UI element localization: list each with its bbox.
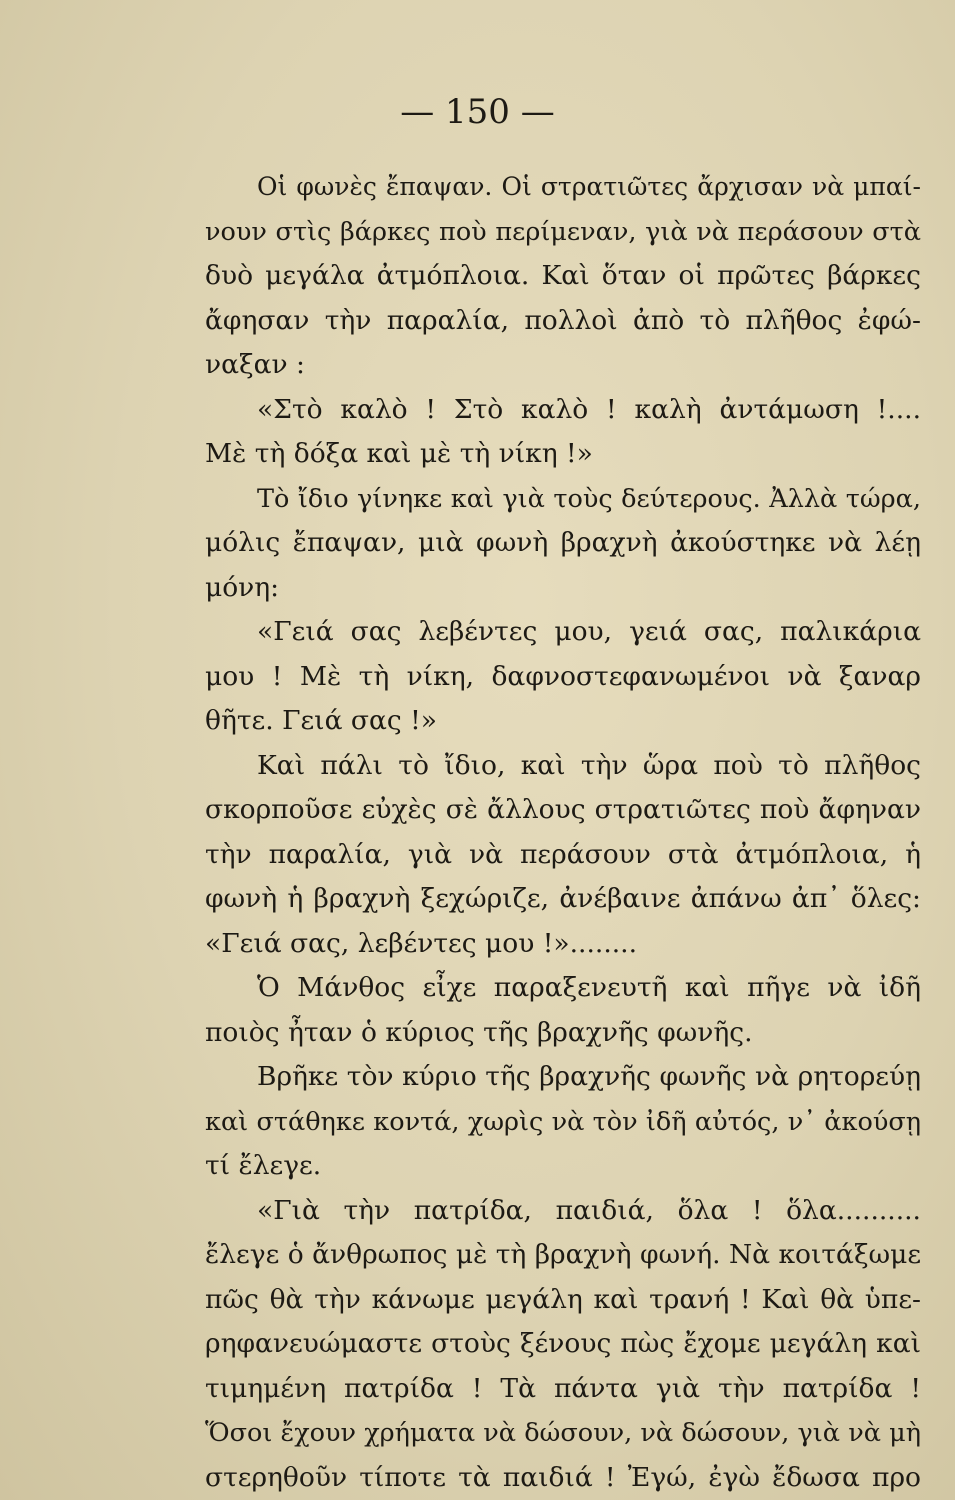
text-line: ποιὸς ἦταν ὁ κύριος τῆς βραχνῆς φωνῆς. — [205, 1016, 753, 1048]
text-line: νουν στὶς βάρκες ποὺ περίμεναν, γιὰ νὰ περάσουν στὰ — [205, 216, 921, 247]
text-line: στερηθοῦν τίποτε τὰ παιδιά ! Ἐγώ, ἐγὼ ἔδωσα προ — [205, 1461, 921, 1493]
text-line: ρηφανευώμαστε στοὺς ξένους πὼς ἔχομε μεγάλη καὶ — [205, 1328, 921, 1359]
text-line: σκορποῦσε εὐχὲς σὲ ἄλλους στρατιῶτες ποὺ ἄφηναν — [205, 794, 921, 825]
text-line: «Γιὰ τὴν πατρίδα, παιδιά, ὅλα ! ὅλα.......... — [257, 1194, 921, 1226]
text-line: Βρῆκε τὸν κύριο τῆς βραχνῆς φωνῆς νὰ ρητορεύῃ — [257, 1061, 921, 1092]
text-line: πῶς θὰ τὴν κάνωμε μεγάλη καὶ τρανή ! Καὶ θὰ ὑπε- — [205, 1283, 921, 1315]
text-line: Ὁ Μάνθος εἶχε παραξενευτῆ καὶ πῆγε νὰ ἰδῆ — [257, 972, 921, 1003]
text-line: μόνη: — [205, 571, 280, 603]
text-line: ἔλεγε ὁ ἄνθρωπος μὲ τὴ βραχνὴ φωνή. Νὰ κοιτάξωμε — [205, 1239, 922, 1270]
text-line: τί ἔλεγε. — [205, 1150, 322, 1181]
text-line: Τὸ ἴδιο γίνηκε καὶ γιὰ τοὺς δεύτερους. Ἀλλὰ τώρα, — [257, 483, 921, 514]
text-line: ἄφησαν τὴν παραλία, πολλοὶ ἀπὸ τὸ πλῆθος ἐφώ- — [205, 304, 921, 336]
body-text — [205, 165, 921, 1500]
text-line: Καὶ πάλι τὸ ἴδιο, καὶ τὴν ὥρα ποὺ τὸ πλῆθος — [257, 749, 921, 781]
text-line: Οἱ φωνὲς ἔπαψαν. Οἱ στρατιῶτες ἄρχισαν νὰ μπαί- — [257, 172, 921, 201]
text-line: φωνὴ ἡ βραχνὴ ξεχώριζε, ἀνέβαινε ἀπάνω ἀπ᾽ ὅλες: — [205, 883, 921, 914]
text-line: Ὅσοι ἔχουν χρήματα νὰ δώσουν, νὰ δώσουν, γιὰ νὰ μὴ — [205, 1418, 921, 1448]
text-line: «Στὸ καλὸ ! Στὸ καλὸ ! καλὴ ἀντάμωση !.... — [257, 393, 921, 425]
text-line: δυὸ μεγάλα ἀτμόπλοια. Καὶ ὅταν οἱ πρῶτες βάρκες — [205, 260, 921, 291]
page-number: — 150 — — [400, 92, 555, 132]
text-line: θῆτε. Γειά σας !» — [205, 705, 438, 736]
text-line: καὶ στάθηκε κοντά, χωρὶς νὰ τὸν ἰδῆ αὐτός, ν᾽ ἀκούσῃ — [205, 1106, 921, 1137]
text-line: ναξαν : — [205, 349, 305, 380]
text-line: τὴν παραλία, γιὰ νὰ περάσουν στὰ ἀτμόπλοια, ἡ — [205, 838, 921, 870]
text-line: τιμημένη πατρίδα ! Τὰ πάντα γιὰ τὴν πατρίδα ! — [205, 1372, 921, 1404]
text-line: μόλις ἔπαψαν, μιὰ φωνὴ βραχνὴ ἀκούστηκε νὰ λέῃ — [205, 527, 921, 558]
text-line: «Γειά σας λεβέντες μου, γειά σας, παλικάρια — [257, 616, 921, 647]
text-line: «Γειά σας, λεβέντες μου !»........ — [205, 927, 638, 959]
text-line: Μὲ τὴ δόξα καὶ μὲ τὴ νίκη !» — [205, 438, 593, 469]
text-line: μου ! Μὲ τὴ νίκη, δαφνοστεφανωμένοι νὰ ξαναρ — [205, 660, 921, 692]
